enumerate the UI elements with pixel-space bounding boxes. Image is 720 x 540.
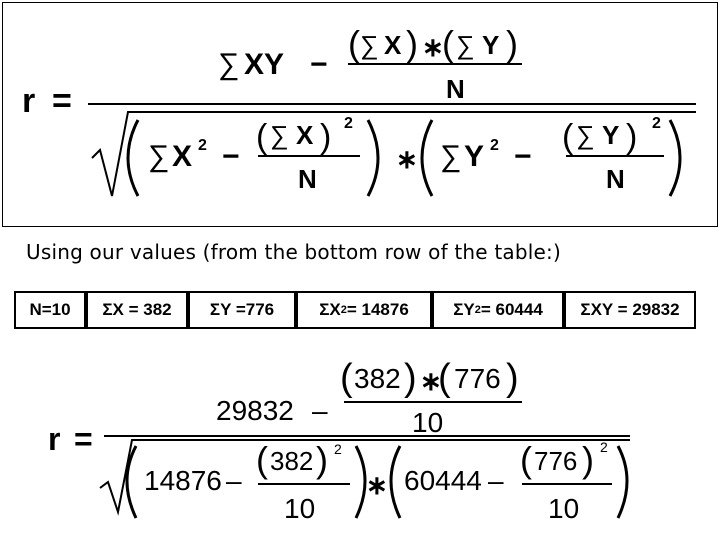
denominator-minus: − bbox=[514, 140, 532, 173]
numeric-times: ∗ bbox=[420, 366, 442, 396]
numeric-equals: = bbox=[74, 421, 93, 457]
denominator-times: ∗ bbox=[396, 144, 418, 174]
denominator-minus: − bbox=[222, 140, 240, 173]
denominator-x: X bbox=[296, 120, 314, 150]
value-label: N=10 bbox=[29, 300, 71, 319]
numeric-sx: 382 bbox=[270, 446, 314, 476]
sum-symbol: ∑ bbox=[218, 48, 240, 81]
square-exponent: 2 bbox=[334, 441, 342, 457]
value-box-sum-x bbox=[86, 291, 188, 329]
numeric-minus: – bbox=[488, 465, 504, 496]
numerator-xy: XY bbox=[244, 48, 285, 81]
denominator-y2: Y bbox=[464, 140, 485, 173]
value-rest: = 60444 bbox=[480, 300, 543, 319]
sum-symbol: ∑ bbox=[440, 140, 462, 173]
sum-symbol: ∑ bbox=[148, 140, 170, 173]
numerator-n: N bbox=[446, 74, 465, 104]
denominator-n: N bbox=[298, 164, 317, 194]
numeric-minus: – bbox=[312, 395, 328, 426]
big-left-paren bbox=[128, 120, 138, 196]
caption-text: Using our values (from the bottom row of the table:) bbox=[26, 240, 561, 264]
big-right-paren bbox=[356, 446, 365, 518]
big-right-paren bbox=[368, 120, 378, 196]
value-box-sum-y-squared bbox=[432, 291, 564, 329]
numeric-n: 10 bbox=[284, 493, 316, 524]
value-box-sum-y bbox=[188, 291, 296, 329]
numeric-n: 10 bbox=[412, 407, 444, 438]
right-paren: ) bbox=[582, 439, 594, 480]
value-superscript: 2 bbox=[474, 304, 481, 316]
left-paren: ( bbox=[520, 439, 532, 480]
numeric-sxy: 29832 bbox=[216, 395, 294, 426]
numeric-sy: 776 bbox=[454, 363, 501, 394]
right-paren: ) bbox=[406, 23, 418, 64]
numerator-y: Y bbox=[482, 30, 500, 60]
left-paren: ( bbox=[348, 23, 360, 64]
numeric-formula bbox=[48, 357, 630, 524]
right-paren: ) bbox=[506, 23, 518, 64]
left-paren: ( bbox=[256, 118, 268, 156]
numerator-minus: − bbox=[310, 48, 328, 81]
square-exponent: 2 bbox=[600, 439, 608, 455]
square-exponent: 2 bbox=[344, 115, 353, 132]
left-paren: ( bbox=[340, 357, 353, 399]
value-rest: = 14876 bbox=[346, 300, 409, 319]
denominator-n: N bbox=[606, 164, 625, 194]
square-exponent: 2 bbox=[652, 115, 661, 132]
right-paren: ) bbox=[626, 118, 638, 156]
numeric-sx2: 14876 bbox=[144, 465, 222, 496]
formula-equals: = bbox=[52, 82, 72, 120]
sum-symbol: ∑ bbox=[456, 30, 475, 60]
value-box-sum-x-squared bbox=[296, 291, 432, 329]
sum-symbol: ∑ bbox=[576, 120, 595, 150]
left-paren: ( bbox=[562, 118, 574, 156]
right-paren: ) bbox=[316, 439, 328, 480]
right-paren: ) bbox=[506, 357, 519, 399]
numerator-x: X bbox=[384, 30, 402, 60]
left-paren: ( bbox=[442, 23, 454, 64]
general-formula bbox=[22, 23, 696, 196]
right-paren: ) bbox=[320, 118, 332, 156]
right-paren: ) bbox=[404, 357, 417, 399]
numeric-minus: – bbox=[226, 465, 242, 496]
denominator-y: Y bbox=[602, 120, 620, 150]
numeric-r-symbol: r bbox=[48, 421, 61, 457]
formula-r-symbol: r bbox=[22, 82, 36, 120]
square-exponent: 2 bbox=[198, 137, 207, 154]
value-label: ΣY bbox=[453, 300, 475, 319]
big-right-paren bbox=[618, 446, 627, 518]
sum-symbol: ∑ bbox=[270, 120, 289, 150]
numerator-times: ∗ bbox=[422, 32, 444, 62]
value-box-sum-xy bbox=[564, 291, 696, 329]
big-right-paren bbox=[670, 120, 680, 196]
numeric-sx: 382 bbox=[354, 363, 401, 394]
values-row bbox=[0, 291, 720, 329]
denominator-x2: X bbox=[172, 140, 193, 173]
big-left-paren bbox=[422, 120, 432, 196]
value-label: ΣY =776 bbox=[209, 300, 275, 319]
value-label: ΣXY = 29832 bbox=[580, 300, 680, 319]
value-box-n bbox=[14, 291, 86, 329]
left-paren: ( bbox=[256, 439, 268, 480]
numeric-sy: 776 bbox=[534, 446, 578, 476]
value-superscript: 2 bbox=[340, 304, 347, 316]
square-exponent: 2 bbox=[490, 137, 499, 154]
value-label: ΣX bbox=[319, 300, 341, 319]
value-label: ΣX = 382 bbox=[102, 300, 172, 319]
numeric-times: ∗ bbox=[366, 470, 388, 500]
left-paren: ( bbox=[438, 357, 451, 399]
big-left-paren bbox=[391, 446, 400, 518]
sum-symbol: ∑ bbox=[360, 30, 379, 60]
numeric-n: 10 bbox=[548, 493, 580, 524]
numeric-sy2: 60444 bbox=[404, 465, 482, 496]
